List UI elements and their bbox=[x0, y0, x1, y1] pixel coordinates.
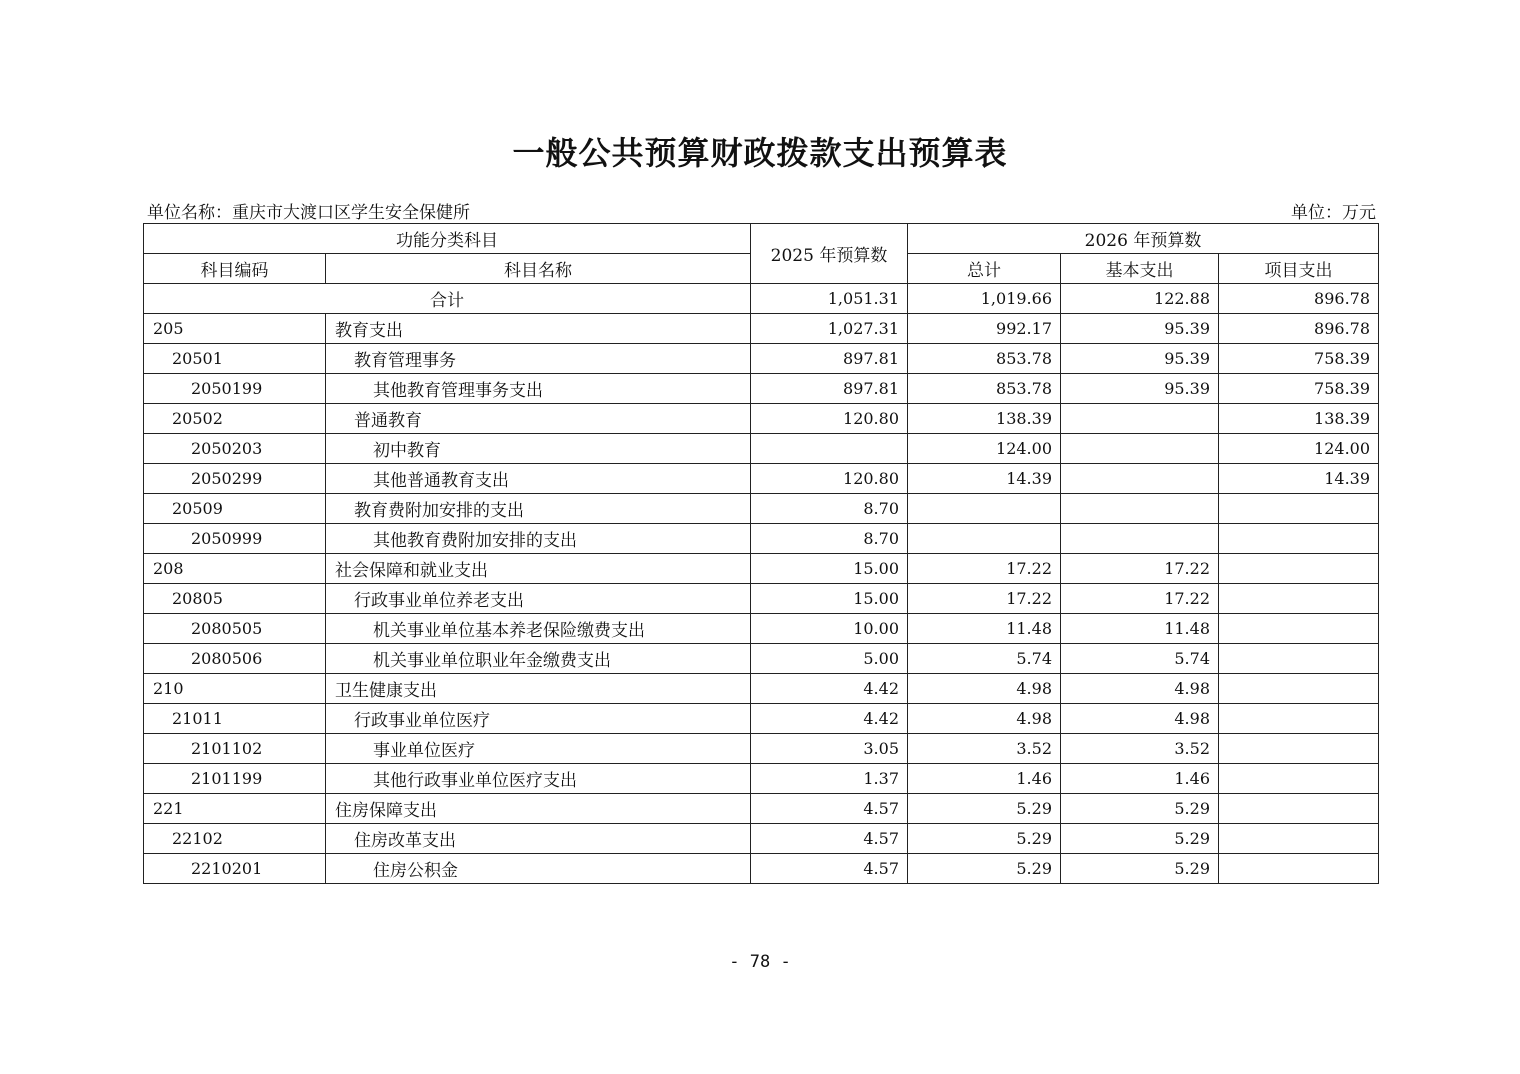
table-row bbox=[144, 734, 1379, 764]
row-code: 2101199 bbox=[144, 764, 326, 794]
header-func-class: 功能分类科目 bbox=[144, 224, 751, 254]
row-2026-total: 138.39 bbox=[908, 404, 1061, 434]
row-name: 教育费附加安排的支出 bbox=[326, 494, 751, 524]
table-row bbox=[144, 644, 1379, 674]
header-code: 科目编码 bbox=[144, 254, 326, 284]
row-2026-basic: 1.46 bbox=[1061, 764, 1219, 794]
row-2025: 10.00 bbox=[751, 614, 908, 644]
unit-line bbox=[143, 198, 1378, 222]
row-2025: 5.00 bbox=[751, 644, 908, 674]
row-2026-total: 5.74 bbox=[908, 644, 1061, 674]
row-name: 其他教育管理事务支出 bbox=[326, 374, 751, 404]
row-name: 初中教育 bbox=[326, 434, 751, 464]
row-2025: 120.80 bbox=[751, 404, 908, 434]
row-2026-basic bbox=[1061, 524, 1219, 554]
table-row bbox=[144, 314, 1379, 344]
row-2026-total: 17.22 bbox=[908, 554, 1061, 584]
total-2026-basic: 122.88 bbox=[1061, 284, 1219, 314]
row-code: 210 bbox=[144, 674, 326, 704]
row-2025: 3.05 bbox=[751, 734, 908, 764]
row-2026-total: 5.29 bbox=[908, 854, 1061, 884]
total-2026-project: 896.78 bbox=[1219, 284, 1379, 314]
row-2026-project bbox=[1219, 674, 1379, 704]
table-row bbox=[144, 494, 1379, 524]
row-2025 bbox=[751, 434, 908, 464]
unit-label: 单位：万元 bbox=[1291, 203, 1376, 223]
header-project: 项目支出 bbox=[1219, 254, 1379, 284]
header-year-2025: 2025 年预算数 bbox=[751, 224, 908, 284]
row-name: 住房保障支出 bbox=[326, 794, 751, 824]
row-2026-project bbox=[1219, 614, 1379, 644]
row-2025: 897.81 bbox=[751, 344, 908, 374]
row-name: 事业单位医疗 bbox=[326, 734, 751, 764]
table-row bbox=[144, 854, 1379, 884]
row-2025: 8.70 bbox=[751, 524, 908, 554]
row-2026-basic: 5.29 bbox=[1061, 824, 1219, 854]
row-2025: 897.81 bbox=[751, 374, 908, 404]
row-name: 其他教育费附加安排的支出 bbox=[326, 524, 751, 554]
row-code: 2050299 bbox=[144, 464, 326, 494]
row-name: 社会保障和就业支出 bbox=[326, 554, 751, 584]
row-code: 2080505 bbox=[144, 614, 326, 644]
row-2026-basic bbox=[1061, 434, 1219, 464]
row-2026-project bbox=[1219, 734, 1379, 764]
table-row bbox=[144, 764, 1379, 794]
table-body bbox=[144, 284, 1379, 884]
row-2025: 4.57 bbox=[751, 854, 908, 884]
row-code: 2210201 bbox=[144, 854, 326, 884]
row-code: 20501 bbox=[144, 344, 326, 374]
total-2025: 1,051.31 bbox=[751, 284, 908, 314]
table-row bbox=[144, 554, 1379, 584]
row-2026-basic bbox=[1061, 494, 1219, 524]
table-row bbox=[144, 584, 1379, 614]
row-name: 行政事业单位医疗 bbox=[326, 704, 751, 734]
table-row bbox=[144, 794, 1379, 824]
row-2026-project bbox=[1219, 824, 1379, 854]
page-title: 一般公共预算财政拨款支出预算表 bbox=[512, 134, 1008, 172]
row-2026-project bbox=[1219, 794, 1379, 824]
row-2025: 120.80 bbox=[751, 464, 908, 494]
row-2026-total bbox=[908, 524, 1061, 554]
row-2026-project bbox=[1219, 704, 1379, 734]
table-row bbox=[144, 614, 1379, 644]
row-2026-project bbox=[1219, 554, 1379, 584]
row-name: 教育管理事务 bbox=[326, 344, 751, 374]
row-2026-project bbox=[1219, 494, 1379, 524]
row-2026-total: 4.98 bbox=[908, 704, 1061, 734]
table-row bbox=[144, 464, 1379, 494]
header-basic: 基本支出 bbox=[1061, 254, 1219, 284]
row-2026-basic: 5.29 bbox=[1061, 794, 1219, 824]
row-2025: 4.57 bbox=[751, 824, 908, 854]
row-2026-total: 3.52 bbox=[908, 734, 1061, 764]
row-name: 其他行政事业单位医疗支出 bbox=[326, 764, 751, 794]
row-name: 其他普通教育支出 bbox=[326, 464, 751, 494]
header-row-1 bbox=[144, 224, 1379, 254]
row-2026-basic: 95.39 bbox=[1061, 374, 1219, 404]
row-code: 2101102 bbox=[144, 734, 326, 764]
row-2026-basic: 4.98 bbox=[1061, 704, 1219, 734]
header-total: 总计 bbox=[908, 254, 1061, 284]
row-2026-total: 853.78 bbox=[908, 374, 1061, 404]
row-2026-basic: 95.39 bbox=[1061, 314, 1219, 344]
row-2026-basic bbox=[1061, 464, 1219, 494]
table-row bbox=[144, 824, 1379, 854]
row-2026-total: 1.46 bbox=[908, 764, 1061, 794]
row-2025: 15.00 bbox=[751, 584, 908, 614]
row-code: 22102 bbox=[144, 824, 326, 854]
row-2025: 4.57 bbox=[751, 794, 908, 824]
row-code: 2050999 bbox=[144, 524, 326, 554]
row-2026-total: 17.22 bbox=[908, 584, 1061, 614]
row-2025: 4.42 bbox=[751, 704, 908, 734]
row-2025: 4.42 bbox=[751, 674, 908, 704]
row-2025: 15.00 bbox=[751, 554, 908, 584]
row-2026-basic: 11.48 bbox=[1061, 614, 1219, 644]
row-2026-total: 853.78 bbox=[908, 344, 1061, 374]
row-code: 20805 bbox=[144, 584, 326, 614]
row-2026-project: 896.78 bbox=[1219, 314, 1379, 344]
row-2026-total bbox=[908, 494, 1061, 524]
row-code: 205 bbox=[144, 314, 326, 344]
row-2026-total: 124.00 bbox=[908, 434, 1061, 464]
row-2026-basic: 17.22 bbox=[1061, 584, 1219, 614]
row-2025: 1.37 bbox=[751, 764, 908, 794]
row-name: 住房公积金 bbox=[326, 854, 751, 884]
row-2026-project bbox=[1219, 524, 1379, 554]
row-name: 普通教育 bbox=[326, 404, 751, 434]
row-2026-basic: 95.39 bbox=[1061, 344, 1219, 374]
row-2025: 8.70 bbox=[751, 494, 908, 524]
table-row bbox=[144, 524, 1379, 554]
row-name: 教育支出 bbox=[326, 314, 751, 344]
row-2026-basic: 4.98 bbox=[1061, 674, 1219, 704]
row-2026-basic: 3.52 bbox=[1061, 734, 1219, 764]
row-2026-project bbox=[1219, 854, 1379, 884]
row-2025: 1,027.31 bbox=[751, 314, 908, 344]
header-year-2026: 2026 年预算数 bbox=[908, 224, 1379, 254]
row-name: 住房改革支出 bbox=[326, 824, 751, 854]
table-row bbox=[144, 674, 1379, 704]
header-name: 科目名称 bbox=[326, 254, 751, 284]
table-row bbox=[144, 374, 1379, 404]
row-2026-basic: 17.22 bbox=[1061, 554, 1219, 584]
row-name: 机关事业单位职业年金缴费支出 bbox=[326, 644, 751, 674]
row-name: 卫生健康支出 bbox=[326, 674, 751, 704]
row-2026-project: 138.39 bbox=[1219, 404, 1379, 434]
row-2026-total: 4.98 bbox=[908, 674, 1061, 704]
row-2026-project bbox=[1219, 584, 1379, 614]
row-2026-project: 758.39 bbox=[1219, 374, 1379, 404]
row-2026-total: 14.39 bbox=[908, 464, 1061, 494]
row-code: 2050203 bbox=[144, 434, 326, 464]
row-code: 20509 bbox=[144, 494, 326, 524]
budget-table bbox=[143, 223, 1379, 884]
row-2026-project: 758.39 bbox=[1219, 344, 1379, 374]
row-2026-total: 5.29 bbox=[908, 794, 1061, 824]
row-2026-total: 11.48 bbox=[908, 614, 1061, 644]
row-2026-total: 992.17 bbox=[908, 314, 1061, 344]
row-2026-total: 5.29 bbox=[908, 824, 1061, 854]
row-2026-basic: 5.29 bbox=[1061, 854, 1219, 884]
row-code: 21011 bbox=[144, 704, 326, 734]
unit-name: 单位名称：重庆市大渡口区学生安全保健所 bbox=[147, 203, 470, 223]
row-2026-project bbox=[1219, 764, 1379, 794]
page-number: - 78 - bbox=[729, 952, 791, 972]
total-label: 合计 bbox=[144, 284, 751, 314]
table-row bbox=[144, 704, 1379, 734]
row-name: 行政事业单位养老支出 bbox=[326, 584, 751, 614]
row-name: 机关事业单位基本养老保险缴费支出 bbox=[326, 614, 751, 644]
row-2026-project bbox=[1219, 644, 1379, 674]
table-row bbox=[144, 434, 1379, 464]
table-row bbox=[144, 404, 1379, 434]
row-code: 2080506 bbox=[144, 644, 326, 674]
row-code: 20502 bbox=[144, 404, 326, 434]
row-2026-project: 14.39 bbox=[1219, 464, 1379, 494]
table-header bbox=[144, 224, 1379, 284]
row-code: 2050199 bbox=[144, 374, 326, 404]
row-code: 208 bbox=[144, 554, 326, 584]
total-2026-total: 1,019.66 bbox=[908, 284, 1061, 314]
row-2026-basic bbox=[1061, 404, 1219, 434]
table-row bbox=[144, 344, 1379, 374]
row-code: 221 bbox=[144, 794, 326, 824]
total-row bbox=[144, 284, 1379, 314]
row-2026-project: 124.00 bbox=[1219, 434, 1379, 464]
row-2026-basic: 5.74 bbox=[1061, 644, 1219, 674]
